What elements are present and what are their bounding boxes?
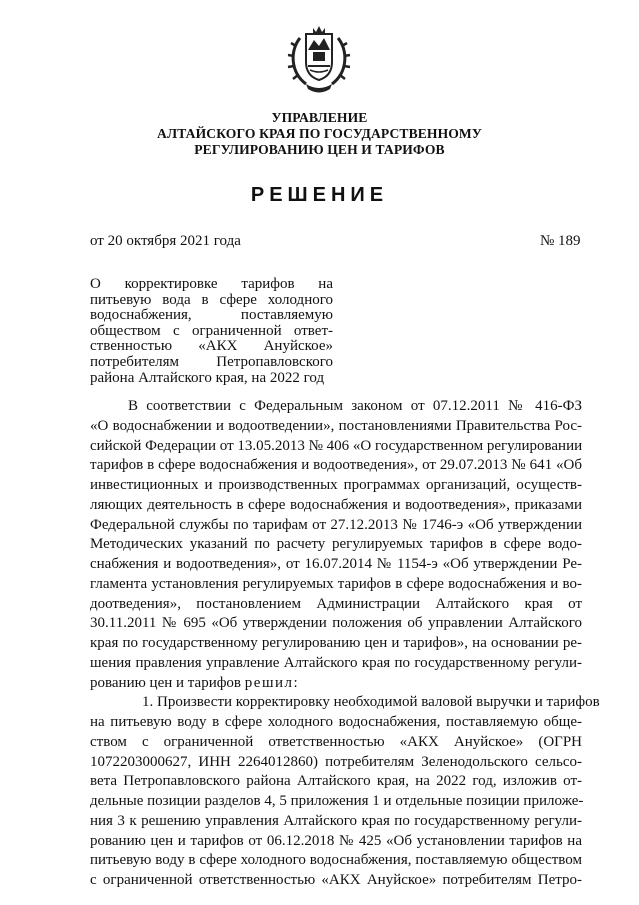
body-line: с ограниченной ответственностью «АКХ Ануйское» потребителям Петро- <box>90 872 582 888</box>
subject-line: обществом с ограниченной ответ- <box>90 322 333 339</box>
body-line-text: рованию цен и тарифов <box>90 674 245 691</box>
body-line: питьевую воду в сфере холодного водоснабжения, поставляемую обществом <box>90 852 582 869</box>
subject-line: потребителям Петропавловского <box>90 353 333 370</box>
org-name-line2: АЛТАЙСКОГО КРАЯ ПО ГОСУДАРСТВЕННОМУ <box>157 126 482 141</box>
body-line: 1072203000627, ИНН 2264012860) потребителям Зеленодольского сельсо- <box>90 753 582 770</box>
document-date: от 20 октября 2021 года <box>90 233 241 249</box>
body-line: края по государственному регулированию цен и тарифов», на основании ре- <box>90 635 582 651</box>
body-line: сийской Федерации от 13.05.2013 № 406 «О государственном регулировании <box>90 437 583 454</box>
subject-line: ственностью «АКХ Ануйское» <box>90 338 333 355</box>
document-number: № 189 <box>540 233 581 249</box>
body-line: инвестиционных и производственных программах организаций, осуществ- <box>90 477 582 493</box>
org-name-line1: УПРАВЛЕНИЕ <box>271 110 368 125</box>
body-line: вета Петропавловского района Алтайского края, на 2022 год, изложив от- <box>90 773 582 790</box>
subject-line: водоснабжения, поставляемую <box>90 307 333 324</box>
body-line: 1. Произвести корректировку необходимой валовой выручки и тарифов <box>142 694 600 711</box>
body-line: снабжения и водоотведения», от 16.07.2014 № 1154-э «Об утверждении Ре- <box>90 556 582 572</box>
document-subject <box>90 277 333 386</box>
subject-line: района Алтайского края, на 2022 год <box>90 369 325 386</box>
altai-krai-coat-of-arms-icon <box>286 22 352 94</box>
body-line: дельные позиции разделов 4, 5 приложения 1 и отдельные позиции приложе- <box>90 793 584 809</box>
document-type-title: РЕШЕНИЕ <box>250 184 389 206</box>
body-line: 30.11.2011 № 695 «Об утверждении положения об управлении Алтайского <box>90 615 582 632</box>
body-line: «О водоснабжении и водоотведении», постановлениями Правительства Рос- <box>90 417 582 434</box>
subject-line: питьевую вода в сфере холодного <box>90 291 333 308</box>
subject-line: О корректировке тарифов на <box>90 276 333 292</box>
document-body <box>90 397 600 891</box>
body-line: гламента установления регулируемых тарифов в сфере водоснабжения и во- <box>90 575 582 592</box>
body-line: ляющих деятельность в сфере водоснабжения и водоотведения», приказами <box>90 496 582 513</box>
body-line: тарифов в сфере водоснабжения и водоотведения», от 29.07.2013 № 641 «Об <box>90 457 582 474</box>
body-line: Методических указаний по расчету регулируемых тарифов в сфере водо- <box>90 536 582 553</box>
body-line: ния 3 к решению управления Алтайского края по государственному регули- <box>90 812 582 829</box>
body-line: В соответствии с Федеральным законом от 07.12.2011 № 416-ФЗ <box>128 398 582 414</box>
body-line: ством с ограниченной ответственностью «АКХ Ануйское» (ОГРН <box>90 733 582 750</box>
body-line-decision <box>90 674 582 694</box>
body-line: шения правления управление Алтайского края по государственному регули- <box>90 654 582 671</box>
body-line: на питьевую воду в сфере холодного водоснабжения, поставляемую обще- <box>90 714 582 730</box>
body-line: рованию цен и тарифов от 06.12.2018 № 425 «Об установлении тарифов на <box>90 832 582 849</box>
decided-word: решил: <box>244 674 300 691</box>
body-line: доотведения», постановлением Администрации Алтайского края от <box>90 595 582 612</box>
org-name-line3: РЕГУЛИРОВАНИЮ ЦЕН И ТАРИФОВ <box>194 142 445 157</box>
body-line: Федеральной службы по тарифам от 27.12.2013 № 1746-э «Об утверждении <box>90 516 582 533</box>
